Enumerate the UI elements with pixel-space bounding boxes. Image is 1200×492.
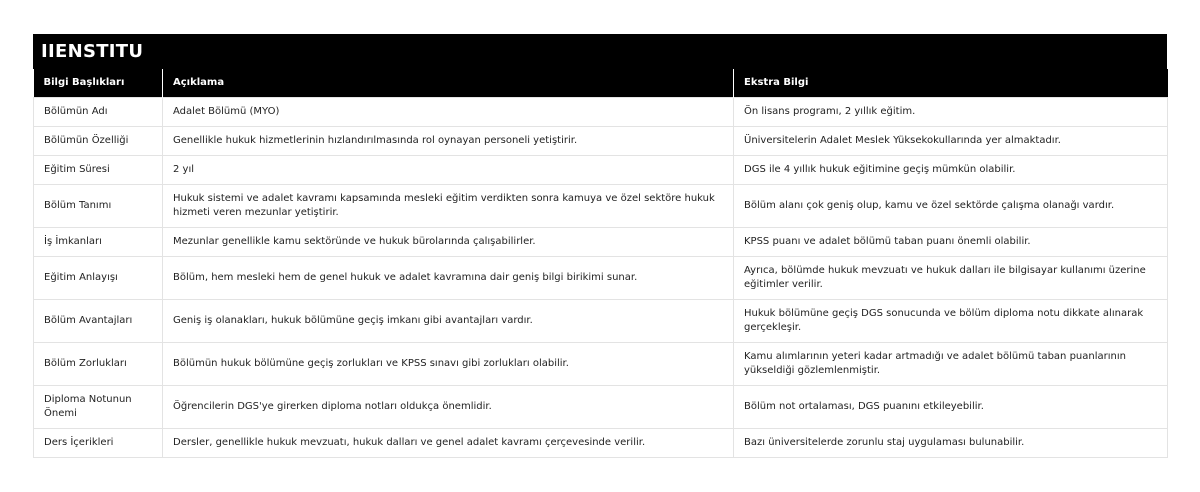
table-row xyxy=(34,256,1168,299)
extra-info-cell: Üniversitelerin Adalet Meslek Yüksekokullarında yer almaktadır. xyxy=(734,126,1168,155)
description-cell: Adalet Bölümü (MYO) xyxy=(163,97,734,126)
row-title-cell: İş İmkanları xyxy=(34,227,163,256)
description-cell: Geniş iş olanakları, hukuk bölümüne geçiş imkanı gibi avantajları vardır. xyxy=(163,299,734,342)
row-title-cell: Bölüm Avantajları xyxy=(34,299,163,342)
column-header: Bilgi Başlıkları xyxy=(34,69,163,97)
row-title-cell: Bölüm Tanımı xyxy=(34,184,163,227)
column-header: Açıklama xyxy=(163,69,734,97)
extra-info-cell: Kamu alımlarının yeteri kadar artmadığı ve adalet bölümü taban puanlarının yükseldiği gözlemlenmiştir. xyxy=(734,342,1168,385)
table-row xyxy=(34,342,1168,385)
extra-info-cell: Ön lisans programı, 2 yıllık eğitim. xyxy=(734,97,1168,126)
extra-info-cell: KPSS puanı ve adalet bölümü taban puanı önemli olabilir. xyxy=(734,227,1168,256)
extra-info-cell: Hukuk bölümüne geçiş DGS sonucunda ve bölüm diploma notu dikkate alınarak gerçekleşir. xyxy=(734,299,1168,342)
table-row xyxy=(34,126,1168,155)
row-title-cell: Bölümün Özelliği xyxy=(34,126,163,155)
description-cell: Dersler, genellikle hukuk mevzuatı, hukuk dalları ve genel adalet kavramı çerçevesinde verilir. xyxy=(163,428,734,457)
description-cell: Öğrencilerin DGS'ye girerken diploma notları oldukça önemlidir. xyxy=(163,385,734,428)
table-row xyxy=(34,385,1168,428)
table-row xyxy=(34,227,1168,256)
info-table xyxy=(33,69,1168,458)
row-title-cell: Bölüm Zorlukları xyxy=(34,342,163,385)
extra-info-cell: Bölüm not ortalaması, DGS puanını etkileyebilir. xyxy=(734,385,1168,428)
row-title-cell: Eğitim Anlayışı xyxy=(34,256,163,299)
description-cell: Genellikle hukuk hizmetlerinin hızlandırılmasında rol oynayan personeli yetiştirir. xyxy=(163,126,734,155)
extra-info-cell: Bölüm alanı çok geniş olup, kamu ve özel sektörde çalışma olanağı vardır. xyxy=(734,184,1168,227)
row-title-cell: Bölümün Adı xyxy=(34,97,163,126)
description-cell: Bölüm, hem mesleki hem de genel hukuk ve adalet kavramına dair geniş bilgi birikimi sunar. xyxy=(163,256,734,299)
brand-title: IIENSTITU xyxy=(33,34,1167,69)
column-header: Ekstra Bilgi xyxy=(734,69,1168,97)
description-cell: Bölümün hukuk bölümüne geçiş zorlukları ve KPSS sınavı gibi zorlukları olabilir. xyxy=(163,342,734,385)
description-cell: Hukuk sistemi ve adalet kavramı kapsamında mesleki eğitim verdikten sonra kamuya ve özel sektöre hukuk hizmeti veren mezunlar yetiştirir. xyxy=(163,184,734,227)
row-title-cell: Eğitim Süresi xyxy=(34,155,163,184)
table-row xyxy=(34,184,1168,227)
extra-info-cell: DGS ile 4 yıllık hukuk eğitimine geçiş mümkün olabilir. xyxy=(734,155,1168,184)
description-cell: 2 yıl xyxy=(163,155,734,184)
row-title-cell: Diploma Notunun Önemi xyxy=(34,385,163,428)
table-row xyxy=(34,428,1168,457)
extra-info-cell: Bazı üniversitelerde zorunlu staj uygulaması bulunabilir. xyxy=(734,428,1168,457)
description-cell: Mezunlar genellikle kamu sektöründe ve hukuk bürolarında çalışabilirler. xyxy=(163,227,734,256)
table-row xyxy=(34,155,1168,184)
extra-info-cell: Ayrıca, bölümde hukuk mevzuatı ve hukuk dalları ile bilgisayar kullanımı üzerine eğitimler verilir. xyxy=(734,256,1168,299)
table-row xyxy=(34,299,1168,342)
info-table-container xyxy=(33,34,1167,458)
table-header-row xyxy=(34,69,1168,97)
table-row xyxy=(34,97,1168,126)
row-title-cell: Ders İçerikleri xyxy=(34,428,163,457)
